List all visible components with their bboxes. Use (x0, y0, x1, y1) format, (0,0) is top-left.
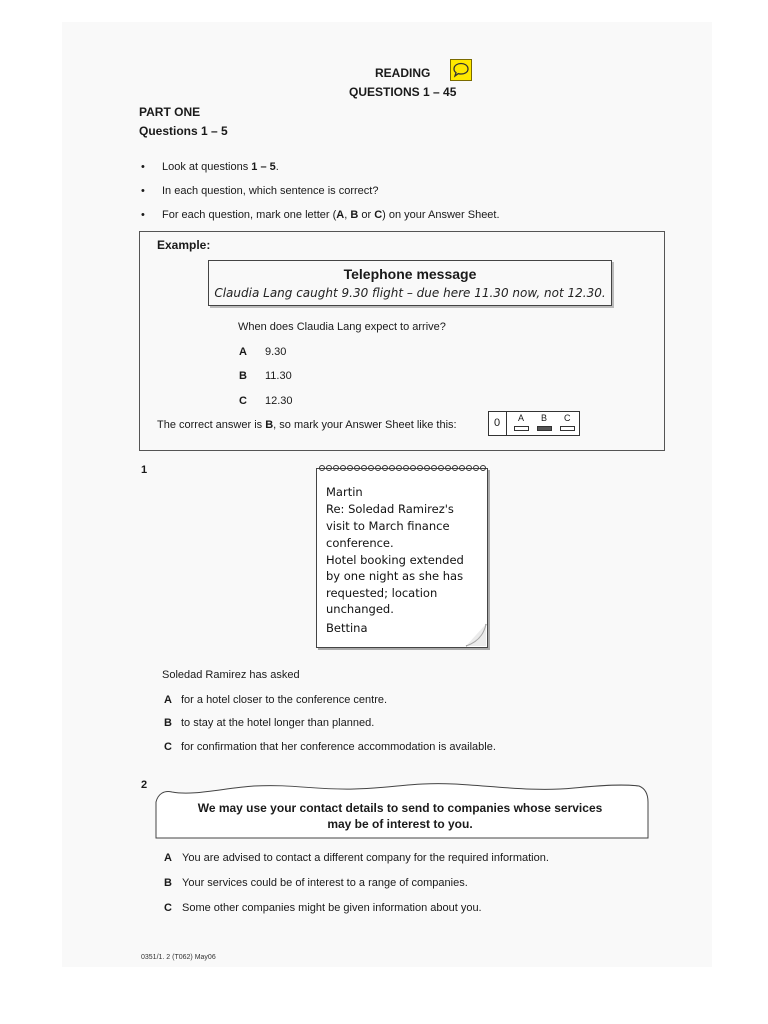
example-option-letter: A (239, 346, 247, 358)
note-line: visit to March finance (326, 519, 450, 533)
option-letter: B (164, 717, 172, 729)
part-questions-range: Questions 1 – 5 (139, 124, 228, 138)
answer-sheet-divider (506, 412, 507, 435)
answer-sheet-number: 0 (494, 417, 501, 429)
option-letter: C (164, 741, 172, 753)
instruction-3: For each question, mark one letter (A, B or C) on your Answer Sheet. (162, 209, 500, 221)
answer-sheet-letter: B (541, 413, 548, 423)
option-text: You are advised to contact a different company for the required information. (182, 852, 549, 864)
telephone-message-text: Claudia Lang caught 9.30 flight – due here 11.30 now, not 12.30. (214, 286, 606, 300)
bullet-icon: • (141, 161, 145, 173)
notepad-page-curl (462, 622, 488, 648)
note-line: Martin (326, 485, 363, 499)
answer-sheet-letter: A (518, 413, 525, 423)
option-letter: B (164, 877, 172, 889)
question-number: 2 (141, 779, 148, 791)
answer-lozenge-c (560, 426, 575, 431)
example-label: Example: (157, 238, 211, 252)
telephone-message-title: Telephone message (343, 266, 477, 282)
option-letter: A (164, 694, 172, 706)
footer-code: 0351/1. 2 (T062) May06 (141, 954, 216, 961)
part-title: PART ONE (139, 105, 201, 119)
bullet-icon: • (141, 209, 145, 221)
bullet-icon: • (141, 185, 145, 197)
example-option-text: 9.30 (265, 346, 287, 358)
answer-lozenge-b-selected (537, 426, 552, 431)
question-stem: Soledad Ramirez has asked (162, 669, 300, 681)
note-line: Bettina (326, 621, 368, 635)
note-line: conference. (326, 536, 394, 550)
example-option-letter: C (239, 395, 247, 407)
option-text: Your services could be of interest to a range of companies. (182, 877, 468, 889)
option-letter: A (164, 852, 172, 864)
answer-lozenge-a (514, 426, 529, 431)
option-text: Some other companies might be given information about you. (182, 902, 482, 914)
notepad-spiral-binding (318, 463, 486, 473)
example-question: When does Claudia Lang expect to arrive? (238, 321, 446, 333)
note-line: by one night as she has (326, 569, 464, 583)
option-text: for a hotel closer to the conference centre. (181, 694, 388, 706)
example-option-text: 11.30 (265, 370, 292, 382)
note-line: Hotel booking extended (326, 553, 464, 567)
example-answer-instruction: The correct answer is B, so mark your Answer Sheet like this: (157, 419, 457, 431)
example-option-letter: B (239, 370, 247, 382)
reading-title: READING (375, 66, 431, 80)
questions-range-heading: QUESTIONS 1 – 45 (349, 85, 457, 99)
option-letter: C (164, 902, 172, 914)
speech-bubble-icon[interactable] (450, 59, 472, 81)
note-line: Re: Soledad Ramirez's (326, 502, 454, 516)
example-option-text: 12.30 (265, 395, 293, 407)
option-text: for confirmation that her conference accommodation is available. (181, 741, 496, 753)
question-number: 1 (141, 464, 148, 476)
note-line: requested; location (326, 586, 438, 600)
instruction-1: Look at questions 1 – 5. (162, 161, 279, 173)
option-text: to stay at the hotel longer than planned. (181, 717, 375, 729)
note-line: unchanged. (326, 602, 394, 616)
notice-banner-text: We may use your contact details to send to companies whose services may be of interest to you. (197, 801, 603, 831)
instruction-2: In each question, which sentence is correct? (162, 185, 379, 197)
answer-sheet-letter: C (564, 413, 571, 423)
